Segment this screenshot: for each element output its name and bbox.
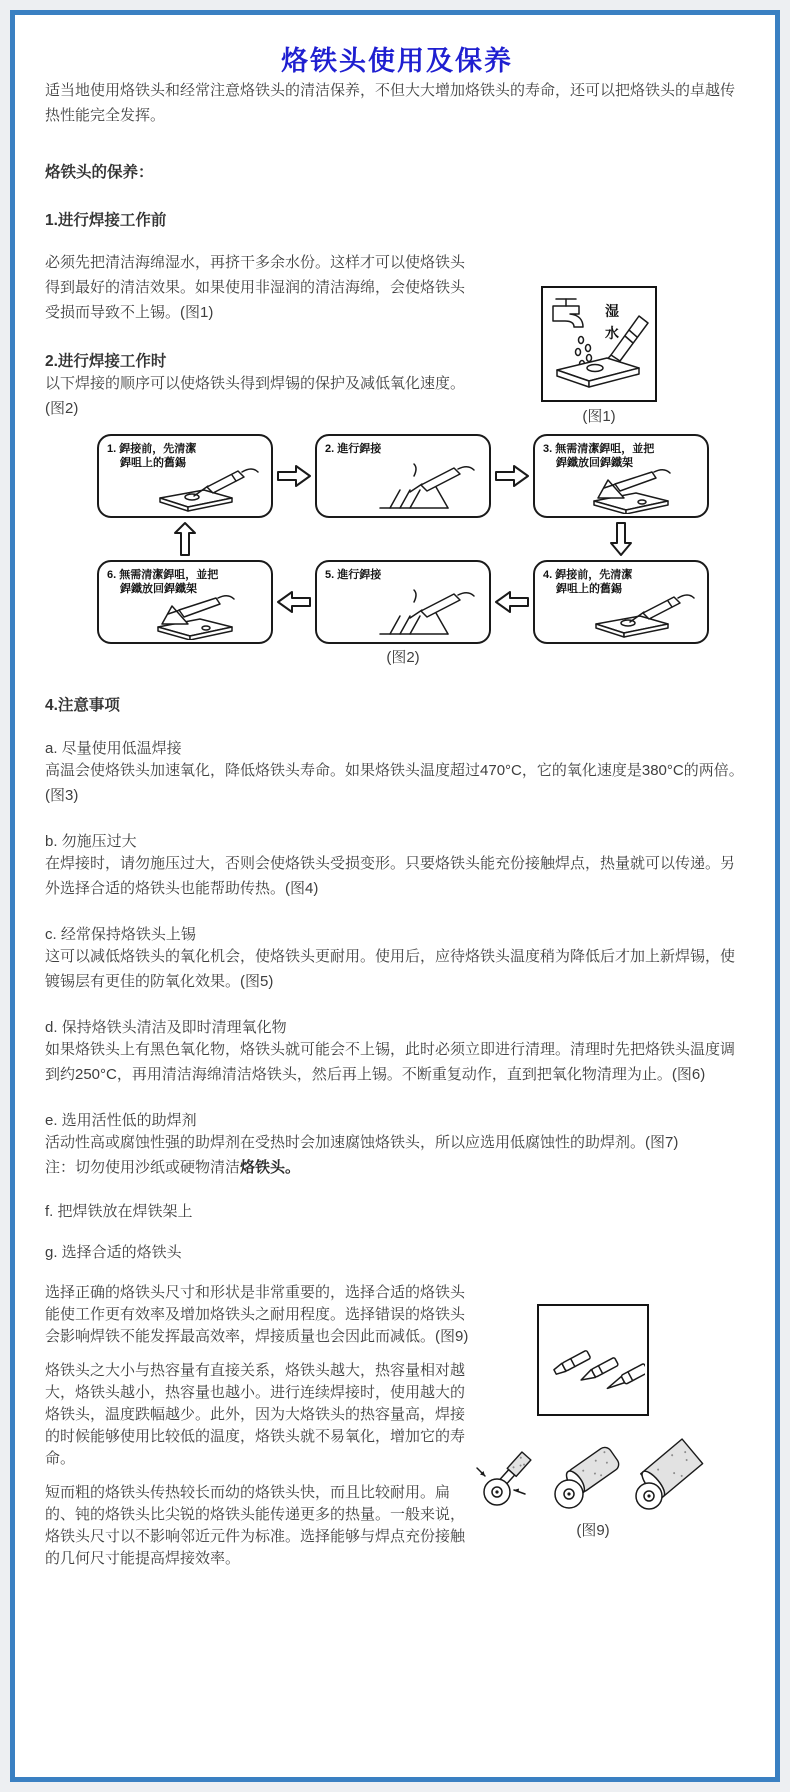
note-a-heading: a. 尽量使用低温焊接 [45, 740, 182, 757]
iron-on-stand-icon [148, 594, 268, 640]
note-e-body: 活动性高或腐蚀性强的助焊剂在受热时会加速腐蚀烙铁头，所以应选用低腐蚀性的助焊剂。(图7) [45, 1134, 679, 1151]
note-c-body: 这可以减低烙铁头的氧化机会，使烙铁头更耐用。使用后，应待烙铁头温度稍为降低后才加上新焊锡，使镀锡层有更佳的防氧化效果。(图5) [45, 948, 736, 990]
section1-text-column [45, 250, 473, 426]
flow-step-1 [97, 434, 273, 518]
flow-step-5 [315, 560, 491, 644]
grinding-wheels-icon [473, 1430, 713, 1516]
grinder-1 [477, 1452, 531, 1505]
section2-paragraph: 以下焊接的顺序可以使烙铁头得到焊锡的保护及减低氧化速度。(图2) [45, 375, 466, 417]
care-heading: 烙铁头的保养： [45, 164, 154, 181]
flow-step-2 [315, 434, 491, 518]
note-f-item: f. 把焊铁放在焊铁架上 [45, 1203, 193, 1220]
figure1 [541, 286, 657, 426]
tip-para-3: 短而粗的烙铁头传热较长而幼的烙铁头快，而且比较耐用。扁的、钝的烙铁头比尖锐的烙铁头能传递更多的热量。一般来说，烙铁头尺寸以不影响邻近元件为标准。选择能够与焊点充份接触的几何尺寸能提高焊接效率。 [45, 1484, 466, 1567]
caution-note [45, 1155, 749, 1180]
tip-para-1: 选择正确的烙铁头尺寸和形状是非常重要的，选择合适的烙铁头能使工作更有效率及增加烙铁头之耐用程度。选择错误的烙铁头会影响焊铁不能发挥最高效率，焊接质量也会因此而减低。(图9) [45, 1284, 469, 1345]
wet-water-label-water: 水 [605, 325, 619, 341]
document-frame [10, 10, 780, 1782]
note-d-body: 如果烙铁头上有黑色氧化物，烙铁头就可能会不上锡，此时必须立即进行清理。清理时先把烙铁头温度调到约250°C，再用清洁海绵清洁烙铁头，然后再上锡。不断重复动作，直到把氧化物清理为止。(图6) [45, 1041, 736, 1083]
notes-heading: 4.注意事项 [45, 697, 120, 714]
figure1-frame [541, 286, 657, 402]
soldering-flowchart [97, 434, 749, 644]
wet-water-label-wet: 湿 [605, 303, 619, 319]
flow-step-6-label2: 銲鐵放回銲鐵架 [120, 583, 197, 596]
sponge-icon [557, 358, 639, 387]
flow-arrow-right-icon [273, 434, 315, 518]
grinder-2 [555, 1445, 621, 1508]
flow-arrow-left-icon [273, 560, 315, 644]
tip-para-2: 烙铁头之大小与热容量有直接关系，烙铁头越大，热容量相对越大，烙铁头越小，热容量也越小。进行连续焊接时，使用越大的烙铁头，温度跌幅越少。此外，因为大烙铁头的热容量高，焊接的时候能够使用比较低的温度，烙铁头就不易氧化，增加它的寿命。 [45, 1362, 466, 1467]
figure1-caption: (图1) [582, 408, 616, 425]
soldering-pcb-icon [368, 586, 486, 640]
section1-row [45, 250, 749, 426]
flow-step-1-label: 1. 銲接前，先清潔 [107, 443, 197, 455]
note-d-heading: d. 保持烙铁头清洁及即时清理氧化物 [45, 1019, 287, 1036]
flow-step-4-label2: 銲咀上的舊錫 [556, 583, 622, 596]
tip-selection-row [45, 1282, 749, 1570]
section1-paragraph: 必须先把清洁海绵湿水，再挤干多余水份。这样才可以使烙铁头得到最好的清洁效果。如果使用非湿润的清洁海绵，会使烙铁头受损而导致不上锡。(图1) [45, 254, 466, 321]
tip-selection-text-column [45, 1282, 473, 1570]
flow-arrow-left-icon [491, 560, 533, 644]
section1-heading: 1.进行焊接工作前 [45, 212, 167, 229]
note-e-heading: e. 选用活性低的助焊剂 [45, 1112, 197, 1129]
figure9-tips-frame [537, 1304, 649, 1416]
soldering-tips-icon [541, 1306, 645, 1410]
caution-note-prefix: 注：切勿使用沙纸或硬物清洁 [45, 1159, 241, 1176]
flow-arrow-up-icon [97, 518, 273, 560]
caution-note-bold: 烙铁头。 [240, 1159, 301, 1176]
flow-step-4-label: 4. 銲接前，先清潔 [543, 569, 633, 581]
iron-over-sponge-icon [146, 466, 268, 514]
wet-sponge-illustration [545, 288, 653, 396]
flow-step-4 [533, 560, 709, 644]
intro-paragraph: 适当地使用烙铁头和经常注意烙铁头的清洁保养，不但大大增加烙铁头的寿命，还可以把烙铁头的卓越传热性能完全发挥。 [45, 82, 736, 124]
page-title: 烙铁头使用及保养 [281, 46, 513, 76]
note-c-heading: c. 经常保持烙铁头上锡 [45, 926, 196, 943]
note-b-body: 在焊接时，请勿施压过大，否则会使烙铁头受损变形。只要烙铁头能充份接触焊点，热量就可以传递。另外选择合适的烙铁头也能帮助传热。(图4) [45, 855, 736, 897]
iron-on-stand-icon [584, 468, 704, 514]
note-b-heading: b. 勿施压过大 [45, 833, 137, 850]
flow-step-3-label2: 銲鐵放回銲鐵架 [556, 457, 633, 470]
note-g-item: g. 选择合适的烙铁头 [45, 1244, 182, 1261]
flow-step-2-label: 2. 進行銲接 [325, 443, 382, 455]
flow-step-1-label2: 銲咀上的舊錫 [120, 457, 186, 470]
figure9 [473, 1304, 713, 1570]
iron-over-sponge-icon [582, 592, 704, 640]
flow-arrow-right-icon [491, 434, 533, 518]
figure2-caption: (图2) [386, 649, 420, 666]
flow-step-3 [533, 434, 709, 518]
flow-step-5-label: 5. 進行銲接 [325, 569, 382, 581]
flow-arrow-down-icon [533, 518, 709, 560]
flow-step-6-label: 6. 無需清潔銲咀，並把 [107, 569, 219, 581]
grinder-3 [636, 1439, 703, 1509]
figure9-caption: (图9) [576, 1522, 610, 1539]
flow-step-6 [97, 560, 273, 644]
faucet-icon [553, 299, 583, 327]
soldering-pcb-icon [368, 460, 486, 514]
section2-heading: 2.进行焊接工作时 [45, 353, 167, 370]
flow-step-3-label: 3. 無需清潔銲咀，並把 [543, 443, 655, 455]
note-a-body: 高温会使烙铁头加速氧化，降低烙铁头寿命。如果烙铁头温度超过470°C，它的氧化速度是380°C的两倍。(图3) [45, 762, 744, 804]
